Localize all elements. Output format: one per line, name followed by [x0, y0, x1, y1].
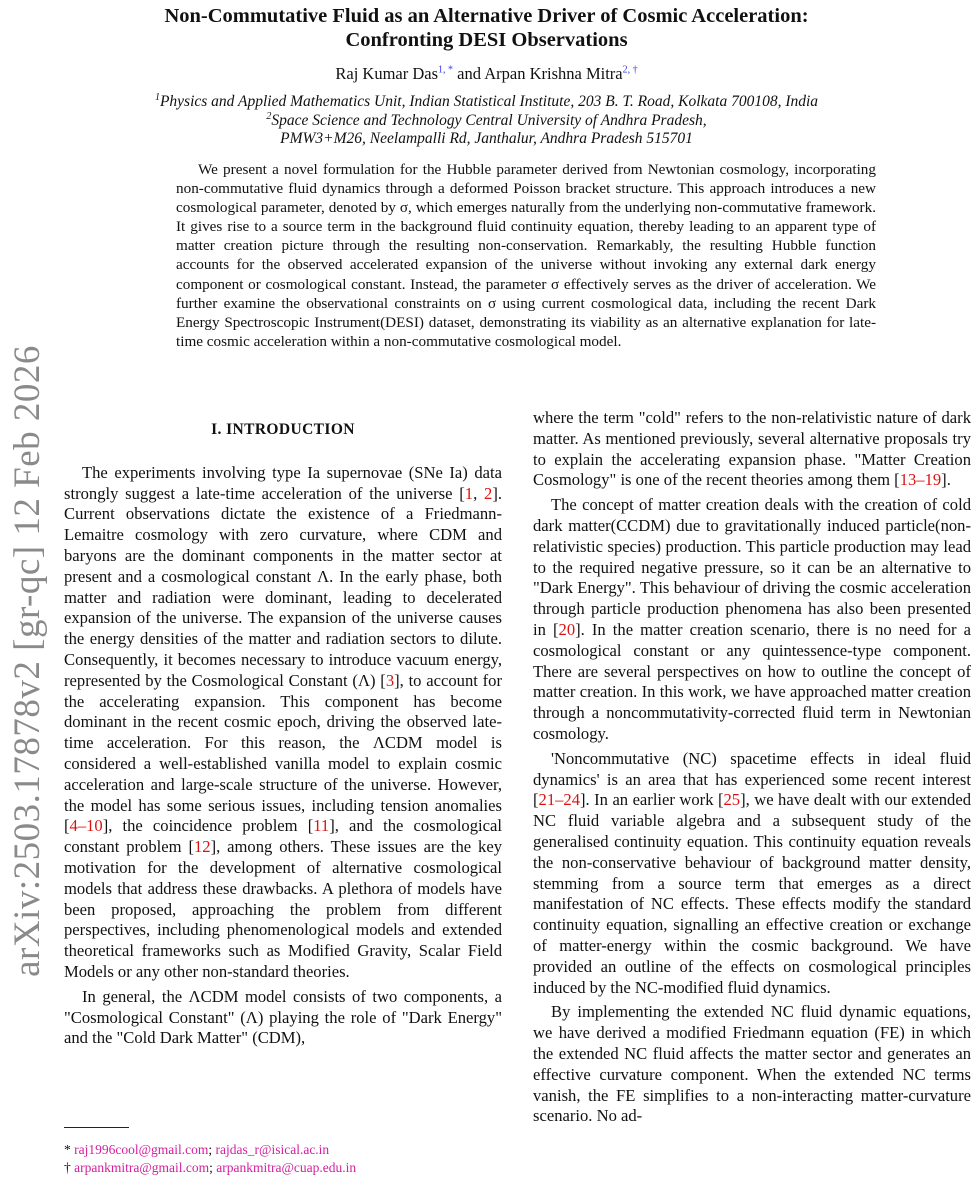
- citation-link[interactable]: 11: [313, 816, 330, 836]
- citation-link[interactable]: 3: [385, 670, 395, 690]
- affiliation: [0, 93, 973, 112]
- affiliation: [0, 112, 973, 131]
- paragraph-text: ,: [473, 483, 485, 503]
- section-heading: I. INTRODUCTION: [211, 421, 355, 438]
- email-link[interactable]: raj1996cool@gmail.com: [74, 1142, 209, 1157]
- email-link[interactable]: arpankmitra@gmail.com: [74, 1160, 210, 1175]
- affiliation-mark: 2: [266, 110, 272, 122]
- author-mark[interactable]: 1, *: [438, 64, 454, 76]
- paragraph-text: The experiments involving type Ia supernovae (SNe Ia) data strongly suggest a late-time acceleration of the universe [: [64, 462, 502, 503]
- paragraph-text: ]. Current observations dictate the existence of a Friedmann-Lemaitre cosmology with zero curvature, where CDM and baryons are the dominant components in the matter sector at present and a cosmological constant Λ. In the early phase, both matter and radiation were dominant, leading to decelerated expansion of the universe. The expansion of the universe causes the energy densities of the matter and radiation sectors to dilute. Consequently, it becomes necessary to introduce vacuum energy, represented by the Cosmological Constant (Λ) [: [64, 483, 503, 690]
- affiliation-text: Space Science and Technology Central University of Andhra Pradesh,: [271, 111, 707, 129]
- affiliation-text: PMW3+M26, Neelampalli Rd, Janthalur, Andhra Pradesh 515701: [280, 130, 693, 148]
- email-link[interactable]: arpankmitra@cuap.edu.in: [216, 1160, 357, 1175]
- paragraph-text: ], the coincidence problem [: [102, 816, 314, 836]
- affiliation-mark: 1: [154, 91, 160, 103]
- paragraph-text: ], and the cosmological constant problem [: [64, 816, 502, 857]
- paragraph-text: ], to account for the accelerating expansion. This component has become dominant in the recent cosmic epoch, driving the observed late-time acceleration. For this reason, the ΛCDM model is considered a well-established vanilla model to explain cosmic acceleration and large-scale structure of the universe. However, the model has some serious issues, including tension anomalies [: [64, 670, 502, 836]
- paragraph-text: where the term "cold" refers to the non-relativistic nature of dark matter. As mentioned previously, several alternative proposals try to explain the accelerating expansion phase. "Matter Creation Cosmology" is one of the recent theories among them [: [533, 408, 971, 490]
- author-name: Raj Kumar Das: [335, 64, 439, 83]
- left-column: [64, 420, 502, 1049]
- footnote-mark: *: [64, 1142, 71, 1157]
- abstract: We present a novel formulation for the Hubble parameter derived from Newtonian cosmology, incorporating non-commutative fluid dynamics through a deformed Poisson bracket structure. This approach introduces a new cosmological parameter, denoted by σ, which emerges naturally from the underlying non-commutative framework. It gives rise to a source term in the background fluid continuity equation, thereby leading to an apparent type of matter creation picture through the resulting non-conservation. Remarkably, the resulting Hubble function accounts for the observed accelerated expansion of the universe without invoking any external dark energy component or cosmological constant. Instead, the parameter σ effectively serves as the driver of acceleration. We further examine the observational constraints on σ using current cosmological data, including the recent Dark Energy Spectroscopic Instrument(DESI) dataset, demonstrating its viability as an alternative explanation for late-time cosmic acceleration within a non-commutative cosmological model.: [176, 161, 876, 350]
- title-line: Confronting DESI Observations: [345, 29, 628, 51]
- paragraph-text: ].: [941, 470, 951, 490]
- citation-link[interactable]: 21–24: [538, 790, 581, 810]
- left-paragraphs: [64, 463, 502, 1049]
- arxiv-stamp: arXiv:2503.17878v2 [gr-qc] 12 Feb 2026: [7, 345, 48, 977]
- paragraph-text: By implementing the extended NC fluid dynamic equations, we have derived a modified Friedmann equation (FE) in which the extended NC fluid affects the matter sector and generates an effective curvature component. When the extended NC terms vanish, the FE simplifies to a non-interacting matter-curvature scenario. No ad-: [533, 1002, 971, 1126]
- paragraph-text: ], we have dealt with our extended NC fluid variable algebra and a subsequent study of the generalised continuity equation. This continuity equation reveals the non-conservative behaviour of background matter density, stemming from a source term that emerges as a direct manifestation of NC effects. These effects modify the standard continuity equation, signalling an effective creation or exchange of matter-energy within the cosmic background. We have provided an outline of the effects on cosmological principles induced by the NC-modified fluid dynamics.: [533, 790, 971, 997]
- email-link[interactable]: rajdas_r@isical.ac.in: [215, 1142, 330, 1157]
- paragraph-text: ], among others. These issues are the key motivation for the development of alternative cosmological models that address these drawbacks. A plethora of models have been proposed, approaching the problem from different perspectives, including phenomenological models and extended theoretical frameworks such as Modified Gravity, Scalar Field Models or any other non-standard theories.: [64, 837, 503, 981]
- paragraph: [533, 749, 971, 999]
- author-separator: and: [453, 64, 485, 83]
- paragraph-text: ]. In the matter creation scenario, there is no need for a cosmological constant or any quintessence-type component. There are several perspectives on how to outline the concept of matter creation. In this work, we have approached matter creation through a noncommutativity-corrected fluid term in Newtonian cosmology.: [533, 619, 971, 743]
- author-mark[interactable]: 2, †: [622, 64, 638, 76]
- author-name: Arpan Krishna Mitra: [484, 64, 623, 83]
- right-paragraphs: [533, 408, 971, 1127]
- paragraph: [64, 463, 502, 983]
- paper-title: [0, 4, 973, 52]
- title-line: Non-Commutative Fluid as an Alternative Driver of Cosmic Acceleration:: [164, 5, 809, 27]
- affiliation-text: Physics and Applied Mathematics Unit, Indian Statistical Institute, 203 B. T. Road, Kolkata 700108, India: [159, 93, 819, 110]
- affiliation: [0, 130, 973, 149]
- paragraph: [533, 1002, 971, 1127]
- paragraph: [533, 408, 971, 491]
- paragraph: [64, 987, 502, 1049]
- citation-link[interactable]: 25: [723, 790, 741, 810]
- paragraph: [533, 495, 971, 745]
- paragraph-text: 'Noncommutative (NC) spacetime effects in ideal fluid dynamics' is an area that has experienced some recent interest [: [533, 748, 971, 810]
- footnote-rule: [64, 1127, 129, 1128]
- citation-link[interactable]: 12: [193, 837, 211, 857]
- right-column: [533, 408, 971, 1127]
- paragraph-text: The concept of matter creation deals with the creation of cold dark matter(CCDM) due to gravitationally induced particle(non-relativistic species) production. This particle production may lead to the required negative pressure, so it can be an alternative to "Dark Energy". This behaviour of driving the cosmic acceleration through particle production phenomena has also been presented in [: [533, 495, 971, 639]
- citation-link[interactable]: 1: [464, 483, 474, 503]
- footnote: † arpankmitra@gmail.com; arpankmitra@cuap.edu.in: [64, 1160, 357, 1175]
- citation-link[interactable]: 4–10: [69, 816, 103, 836]
- paragraph-text: ]. In an earlier work [: [580, 790, 724, 810]
- author-list: [0, 64, 973, 84]
- paragraph-text: In general, the ΛCDM model consists of two components, a "Cosmological Constant" (Λ) playing the role of "Dark Energy" and the "Cold Dark Matter" (CDM),: [64, 986, 502, 1048]
- affiliations: [0, 93, 973, 149]
- citation-link[interactable]: 20: [558, 619, 576, 639]
- footnote-mark: †: [64, 1160, 71, 1175]
- footnote: * raj1996cool@gmail.com; rajdas_r@isical.ac.in: [64, 1142, 330, 1157]
- citation-link[interactable]: 13–19: [899, 470, 942, 490]
- citation-link[interactable]: 2: [484, 483, 493, 503]
